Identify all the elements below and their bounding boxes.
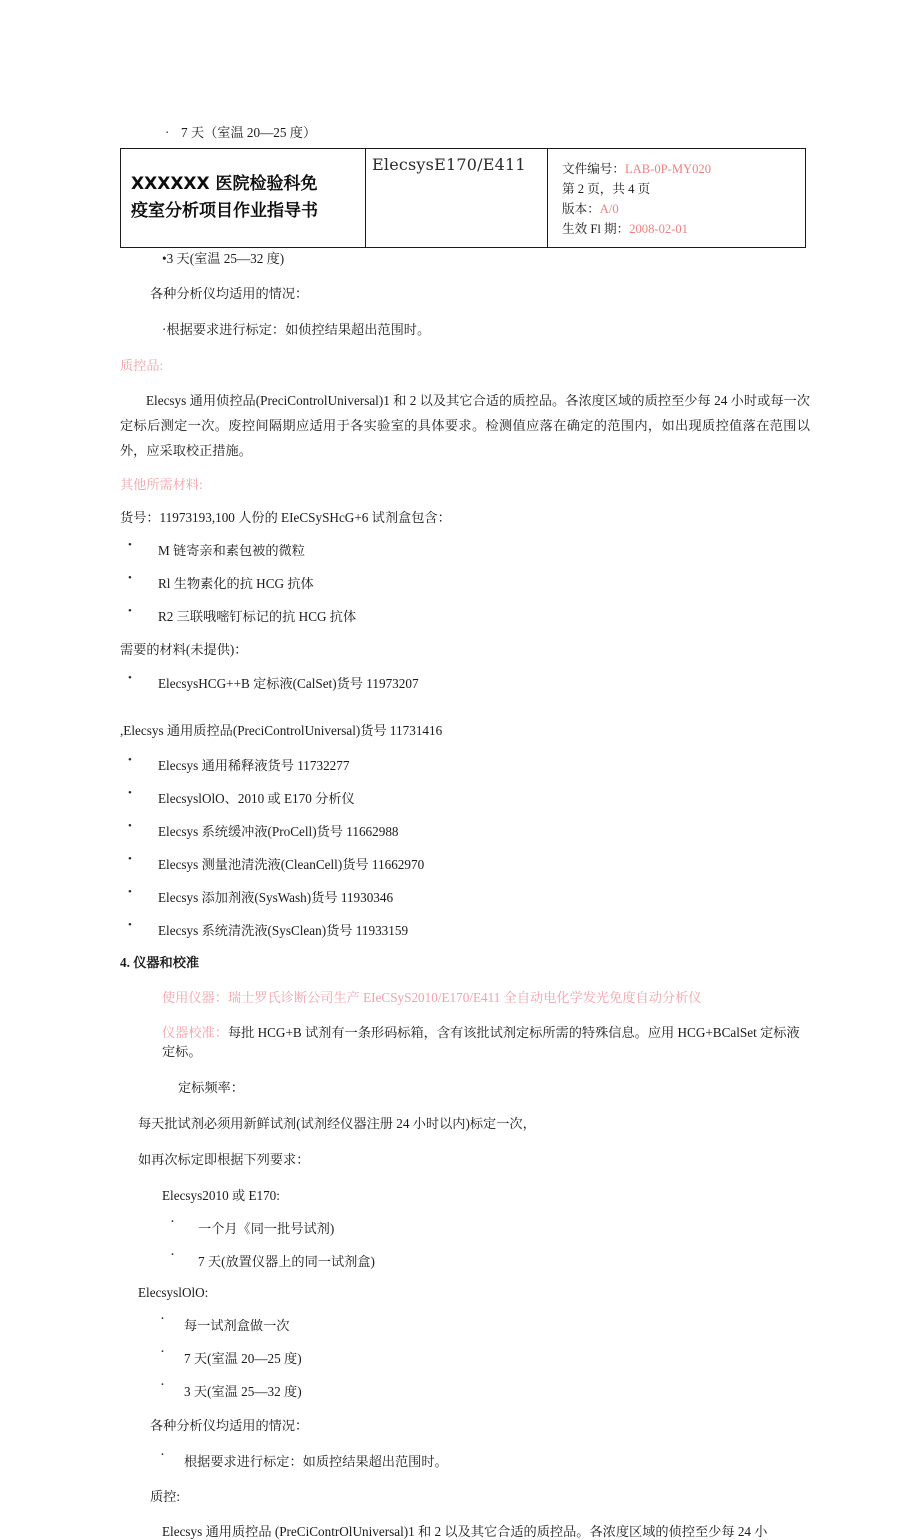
list-item: • Rl 生物素化的抗 HCG 抗体 [120,573,810,592]
document-body [120,248,810,1540]
org-title-line2: 疫室分析项目作业指导书 [131,201,318,221]
list-item: · 7 天(室温 20—25 度) [120,1348,810,1367]
line-all-analyzers-2: 各种分析仪均适用的情况： [150,1418,309,1433]
line-precicontrol-universal: ,Elecsys 通用质控品(PreciControlUniversal)货号 11731416 [120,723,443,738]
assay-cell [366,149,548,248]
meta-value-version: A/0 [599,202,619,216]
line-materials-not-provided: 需要的材料(未提供)： [120,642,248,657]
table-row [121,149,806,248]
line-daily-calibration: 每天批试剂必须用新鲜试剂(试剂经仪器注册 24 小时以内)标定一次， [138,1116,536,1131]
meta-row-page [562,179,805,199]
meta-row-effective-date [562,219,805,239]
line-recalibration-rules: 如再次标定即根据下列要求： [138,1152,310,1167]
line-elecsys-2010-e170: Elecsys2010 或 E170: [162,1188,280,1203]
needed-first-list [120,673,810,692]
line-calibration-frequency: 定标频率： [178,1080,244,1095]
list-item: • Elecsys 通用稀释液货号 11732277 [120,755,810,774]
heading-qc-products: 质控品: [120,358,164,373]
list-item: • Elecsys 系统清洗液(SysClean)货号 11933159 [120,920,810,939]
list-item: • Elecsys 添加剂液(SysWash)货号 11930346 [120,887,810,906]
heading-section-4: 4. 仪器和校准 [120,955,200,970]
org-title-line1: XXXXXX 医院检验科免 [131,174,318,194]
list-item: · 3 天(室温 25—32 度) [120,1381,810,1400]
line-instrument-calibration [120,1022,810,1060]
bullet-dot: · [165,125,170,140]
assay-title: ElecsysE170/E411 [372,155,526,174]
meta-cell [548,149,806,248]
kit-items-list [120,540,810,625]
all-analyzers-sub-list [120,1451,810,1470]
pre-table-line [165,122,316,141]
e2010-items-list [120,1218,810,1270]
calibration-text: 每批 HCG+B 试剂有一条形码标箱，含有该批试剂定标所需的特殊信息。应用 HCG+BCalSet 定标液定标。 [162,1025,800,1059]
line-elecsys-1010: ElecsyslOlO: [138,1285,209,1300]
paragraph-qc-tail: Elecsys 通用质控品 (PreCiContrOlUniversal)1 和 2 以及其它合适的质控品。各浓度区域的侦控至少每 24 小 [162,1524,768,1539]
list-item: • Elecsys 系统缓冲液(ProCell)货号 11662988 [120,821,810,840]
calibration-label: 仪器校准： [162,1025,228,1040]
e1010-items-list [120,1315,810,1400]
line-catalog-number: 货号：11973193,100 人份的 EIeCSySHcG+6 试剂盒包含： [120,510,451,525]
list-item: · 根据要求进行标定：如质控结果超出范围时。 [120,1451,810,1470]
heading-qc: 质控: [150,1489,181,1504]
line-all-analyzers-1: 各种分析仪均适用的情况： [150,286,309,301]
list-item: • R2 三联哦嘧钉标记的抗 HCG 抗体 [120,606,810,625]
line-instrument-used: 使用仪器：瑞士罗氏诊断公司生产 EIeCSyS2010/E170/E411 全自动电化学发光免度自动分析仪 [162,990,702,1005]
org-cell [121,149,366,248]
list-item: • Elecsys 测量池清洗液(CleanCell)货号 11662970 [120,854,810,873]
meta-label-doc-number: 文件编号： [562,162,625,176]
line-calibrate-on-demand-1: ·根据要求进行标定：如侦控结果超出范围时。 [162,322,431,337]
document-header-table [120,148,806,248]
list-item: • M 链寄亲和素包被的微粒 [120,540,810,559]
supply-items-list [120,755,810,939]
meta-label-page: 第 2 页，共 4 页 [562,182,651,196]
meta-row-version [562,199,805,219]
meta-value-doc-number: LAB-0P-MY020 [624,162,712,176]
meta-label-effective-date: 生效 Fl 期： [562,222,630,236]
list-item: · 一个月《同一批号试剂) [120,1218,810,1237]
paragraph-qc-products: Elecsys 通用侦控品(PreciControlUniversal)1 和 2 以及其它合适的质控品。各浓度区域的质控至少每 24 小时或每一次定标后测定一次。废控间隔期应适用于各实验室的具体要求。检测值应落在确定的范围内，如出现质控值落在范围以外，应采取校正措施。 [120,393,810,458]
list-item: · 每一试剂盒做一次 [120,1315,810,1334]
list-item: • ElecsyslOlO、2010 或 E170 分析仪 [120,788,810,807]
list-item: • ElecsysHCG++B 定标液(CalSet)货号 11973207 [120,673,810,692]
meta-value-effective-date: 2008-02-01 [629,222,688,236]
meta-row-doc-number [562,159,805,179]
line-3day-room-temp: •3 天(室温 25—32 度) [162,251,285,266]
meta-label-version: 版本： [562,202,600,216]
heading-other-materials: 其他所需材料: [120,477,203,492]
list-item: · 7 天(放置仪器上的同一试剂盒) [120,1251,810,1270]
pre-table-text: 7 天（室温 20—25 度） [181,125,317,140]
